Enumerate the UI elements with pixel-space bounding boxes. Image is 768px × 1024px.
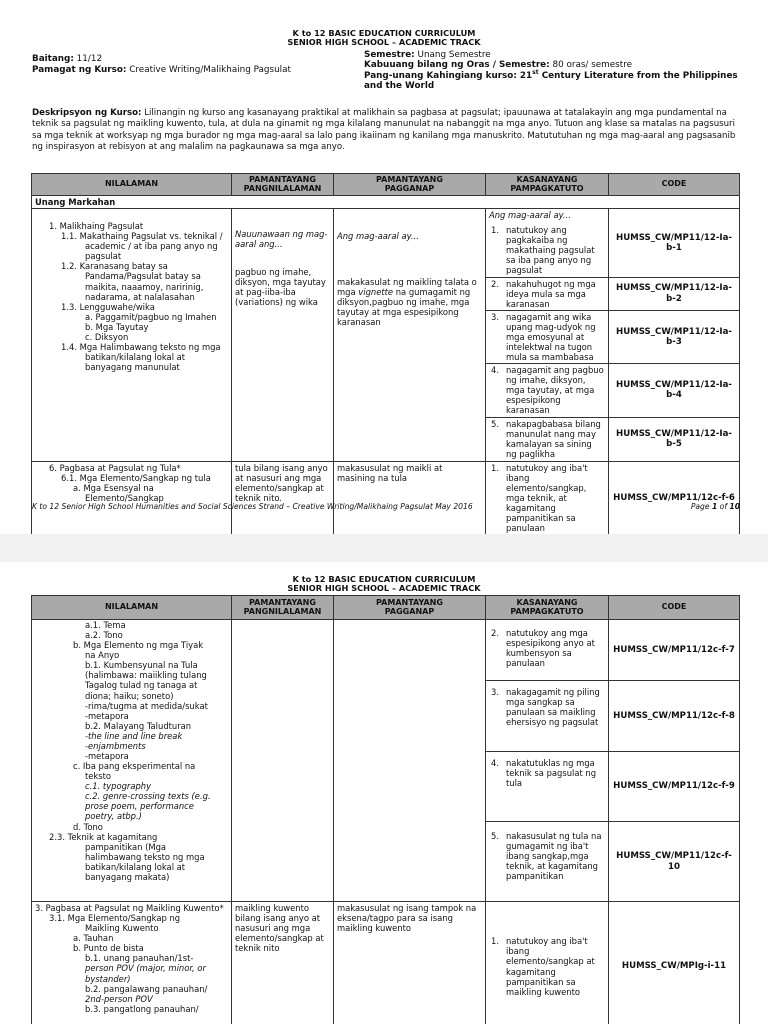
content-line: halimbawang teksto ng mga — [85, 851, 205, 862]
nilalaman-cell — [32, 620, 232, 902]
kasanayan-cell: 2. natutukoy ang mga espesipikong anyo at kumbensyon sa panulaan — [486, 620, 609, 681]
kasanayan-cell: 5. nakasusulat ng tula na gumagamit ng iba't ibang sangkap,mga teknik, at kagamitang pampanitikan — [486, 822, 609, 902]
kasanayan-cell: 3. nakagagamit ng piling mga sangkap sa panulaan sa maikling ehersisyo ng pagsulat — [486, 681, 609, 752]
pagganap-cell: makasusulat ng isang tampok na eksena/tagpo para sa isang maikling kuwento — [334, 902, 486, 1024]
nilalaman-cell: 6. Pagbasa at Pagsulat ng Tula* 6.1. Mga Elemento/Sangkap ng tula a. Mga Esensyal na Elemento/Sangkap — [32, 461, 232, 535]
semestre-value: Unang Semestre — [414, 49, 491, 60]
code-cell: HUMSS_CW/MP11/12-Ia-b-1 — [609, 209, 740, 277]
content-line: b. Punto de bista — [73, 943, 144, 954]
nilalaman-cell: 1. Malikhaing Pagsulat 1.1. Makathaing Pagsulat vs. teknikal / academic / at iba pang anyo ng pagsulat 1.2. Karanasang batay sa Pandama/Pagsulat batay sa maikita, naaamoy, naririnig, nadarama, at nalalasahan 1.3. Lengguwahe/wika a. Paggamit/pagbuo ng Imahen b. Mga Tayutay c. Diksyon 1.4. Mga Halimbawang teksto ng mga batikan/kilalang lokal at banyagang manunulat — [32, 209, 232, 461]
code-cell: HUMSS_CW/MP11/12-Ia-b-3 — [609, 310, 740, 363]
table-row — [32, 461, 740, 535]
content-line: Tagalog tulad ng tanaga at — [85, 680, 198, 691]
content-line: bystander) — [85, 973, 131, 984]
content-line: a.2. Tono — [85, 630, 123, 641]
prereq-label: Pang-unang Kahingiang kurso: — [364, 70, 517, 81]
page-footer — [32, 502, 740, 511]
pangnilalaman-cell: maikling kuwento bilang isang anyo at nasusuri ang mga elemento/sangkap at teknik nito — [232, 902, 334, 1024]
content-line: 2nd-person POV — [85, 993, 153, 1004]
content-line: b.2. pangalawang panauhan/ — [85, 983, 208, 994]
curriculum-table-page-1 — [31, 173, 740, 535]
content-line: -rima/tugma at medida/sukat — [85, 700, 208, 711]
code-cell: HUMSS_CW/MP11/12c-f-8 — [609, 681, 740, 752]
table-header-row — [32, 174, 740, 196]
content-line: c.1. typography — [85, 781, 152, 792]
kasanayan-cell: 5. nakapagbabasa bilang manunulat nang may kamalayan sa sining ng paglikha — [486, 417, 609, 461]
code-cell: HUMSS_CW/MP11/12c-f-10 — [609, 822, 740, 902]
pangnilalaman-cell — [232, 620, 334, 902]
curriculum-header — [0, 0, 768, 48]
page-number: Page 1 of 10 — [690, 502, 740, 511]
course-description — [32, 108, 736, 153]
code-cell: HUMSS_CW/MPIg-i-11 — [609, 902, 740, 1024]
content-line: -metapora — [85, 751, 129, 762]
col-kasanayan: KASANAYANG PAMPAGKATUTO — [486, 174, 609, 196]
pagganap-cell — [334, 620, 486, 902]
content-line: prose poem, performance — [85, 801, 194, 812]
header-line-2: SENIOR HIGH SCHOOL – ACADEMIC TRACK — [287, 37, 481, 48]
pangnilalaman-cell: tula bilang isang anyo at nasusuri ang mga elemento/sangkap at teknik nito. — [232, 461, 334, 535]
col-nilalaman: NILALAMAN — [32, 596, 232, 620]
pangnilalaman-cell: Nauunawaan ng mag-aaral ang... pagbuo ng imahe, diksyon, mga tayutay at pag-iiba-iba (variations) ng wika — [232, 209, 334, 461]
pagganap-cell: Ang mag-aaral ay... makakasulat ng maikling talata o mga vignette na gumagamit ng diksyon,pagbuo ng imahe, mga tayutay at mga espesipikong karanasan — [334, 209, 486, 461]
content-line: c. Iba pang eksperimental na — [73, 761, 196, 772]
col-nilalaman: NILALAMAN — [32, 174, 232, 196]
content-line: batikan/kilalang lokal at — [85, 861, 186, 872]
content-line: -the line and line break — [85, 730, 183, 741]
kasanayan-cell: 1. natutukoy ang iba't ibang elemento/sangkap at kagamitang pampanitikan sa maikling kuwento — [486, 902, 609, 1024]
content-line: b. Mga Elemento ng mga Tiyak — [73, 640, 204, 651]
code-cell: HUMSS_CW/MP11/12c-f-7 — [609, 620, 740, 681]
content-line: b.1. Kumbensyunal na Tula — [85, 660, 198, 671]
page-2 — [0, 562, 768, 1024]
kasanayan-cell: 4. nagagamit ang pagbuo ng imahe, diksyon, mga tayutay, at mga espesipikong karanasan — [486, 364, 609, 417]
header-line-1: K to 12 BASIC EDUCATION CURRICULUM — [292, 28, 476, 38]
kasanayan-cell: 4. nakatutuklas ng mga teknik sa pagsulat ng tula — [486, 752, 609, 822]
table-row — [32, 620, 740, 681]
content-line: c.2. genre-crossing texts (e.g. — [85, 791, 211, 802]
curriculum-table-page-2 — [31, 595, 740, 1024]
kasanayan-cell: 3. nagagamit ang wika upang mag-udyok ng mga emosyunal at intelektwal na tugon mula sa mambabasa — [486, 310, 609, 363]
content-line: -enjambments — [85, 740, 146, 751]
header-line-2: SENIOR HIGH SCHOOL – ACADEMIC TRACK — [287, 583, 481, 594]
content-line: 3. Pagbasa at Pagsulat ng Maikling Kuwento* — [35, 903, 224, 913]
content-line: 3.1. Mga Elemento/Sangkap ng — [49, 913, 181, 924]
content-line: person POV (major, minor, or — [85, 963, 206, 974]
content-line: b.3. pangatlong panauhan/ — [85, 1003, 199, 1014]
oras-label: Kabuuang bilang ng Oras / Semestre: — [364, 59, 550, 70]
content-line: na Anyo — [85, 650, 120, 661]
quarter-label: Unang Markahan — [32, 196, 740, 209]
kasanayan-cell: 1. natutukoy ang iba't ibang elemento/sangkap, mga teknik, at kagamitang pampanitikan sa panulaan — [486, 461, 609, 535]
semestre-label: Semestre: — [364, 49, 415, 60]
content-line: b.1. unang panauhan/1st- — [85, 953, 194, 964]
content-line: (halimbawa: maiikling tulang — [85, 670, 207, 681]
col-code: CODE — [609, 596, 740, 620]
content-line: teksto — [85, 771, 112, 782]
prereq-value-b: Century Literature from the Philippines and the World — [364, 70, 738, 92]
col-kasanayan: KASANAYANG PAMPAGKATUTO — [486, 596, 609, 620]
pagganap-cell: makasusulat ng maikli at masining na tula — [334, 461, 486, 535]
description-text: Lilinangin ng kurso ang kasanayang praktikal at malikhain sa pagbasa at pagsulat; ipauunawa at tatalakayin ang mga pundamental na teknik sa pagsulat ng maikling kuwento, tula, at dula na ginamit ng mga kilalang manunulat na nabanggit na mga anyo. Tutuon ang klase sa matalas na pagsusuri sa mga teknik at worksyap ng mga burador ng mga mag-aaral sa lalo pang ikaiinam ng kanilang mga manuskrito. Matututuhan ng mga mag-aaral ang pagsasanib ng inspirasyon at rebisyon at ang malalim na pagkaunawa sa mga anyo. — [32, 108, 736, 153]
content-line: 2.3. Teknik at kagamitang — [49, 831, 158, 842]
pamagat-label: Pamagat ng Kurso: — [32, 65, 127, 76]
content-line: a. Tauhan — [73, 933, 114, 944]
content-line: -metapora — [85, 710, 129, 721]
pamagat-value: Creative Writing/Malikhaing Pagsulat — [126, 65, 291, 76]
content-line: pampanitikan (Mga — [85, 841, 167, 852]
course-meta — [0, 48, 768, 98]
kasanayan-cell: 2. nakahuhugot ng mga ideya mula sa mga karanasan — [486, 277, 609, 310]
table-row — [32, 902, 740, 1024]
col-pangnilalaman: PAMANTAYANG PANGNILALAMAN — [232, 174, 334, 196]
code-cell: HUMSS_CW/MP11/12-Ia-b-2 — [609, 277, 740, 310]
col-code: CODE — [609, 174, 740, 196]
footer-text: K to 12 Senior High School Humanities and Social Sciences Strand – Creative Writing/Malikhaing Pagsulat May 2016 — [32, 502, 473, 511]
col-pangnilalaman: PAMANTAYANG PANGNILALAMAN — [232, 596, 334, 620]
curriculum-header — [0, 562, 768, 594]
description-label: Deskripsyon ng Kurso: — [32, 108, 142, 118]
code-cell: HUMSS_CW/MP11/12c-f-9 — [609, 752, 740, 822]
content-line: d. Tono — [73, 821, 103, 832]
content-line: b.2. Malayang Taludturan — [85, 720, 192, 731]
quarter-row — [32, 196, 740, 209]
content-line: poetry, atbp.) — [85, 811, 142, 822]
kasanayan-cell: Ang mag-aaral ay... 1. natutukoy ang pagkakaiba ng makathaing pagsulat sa iba pang anyo ng pagsulat — [486, 209, 609, 277]
table-header-row — [32, 596, 740, 620]
header-line-1: K to 12 BASIC EDUCATION CURRICULUM — [292, 574, 476, 584]
content-line: a.1. Tema — [85, 620, 126, 630]
prereq-sup: st — [532, 69, 539, 77]
col-pagganap: PAMANTAYANG PAGGANAP — [334, 596, 486, 620]
content-line: banyagang makata) — [85, 871, 170, 882]
baitang-value: 11/12 — [73, 53, 103, 64]
table-row — [32, 209, 740, 277]
prereq-value-a: 21 — [516, 70, 533, 81]
oras-value: 80 oras/ semestre — [549, 59, 633, 70]
nilalaman-cell — [32, 902, 232, 1024]
code-cell: HUMSS_CW/MP11/12-Ia-b-5 — [609, 417, 740, 461]
code-cell: HUMSS_CW/MP11/12c-f-6 — [609, 461, 740, 535]
page-gap — [0, 534, 768, 562]
code-cell: HUMSS_CW/MP11/12-Ia-b-4 — [609, 364, 740, 417]
content-line: Maikling Kuwento — [85, 923, 159, 934]
baitang-label: Baitang: — [32, 53, 74, 64]
content-line: diona; haiku; soneto) — [85, 690, 174, 701]
col-pagganap: PAMANTAYANG PAGGANAP — [334, 174, 486, 196]
